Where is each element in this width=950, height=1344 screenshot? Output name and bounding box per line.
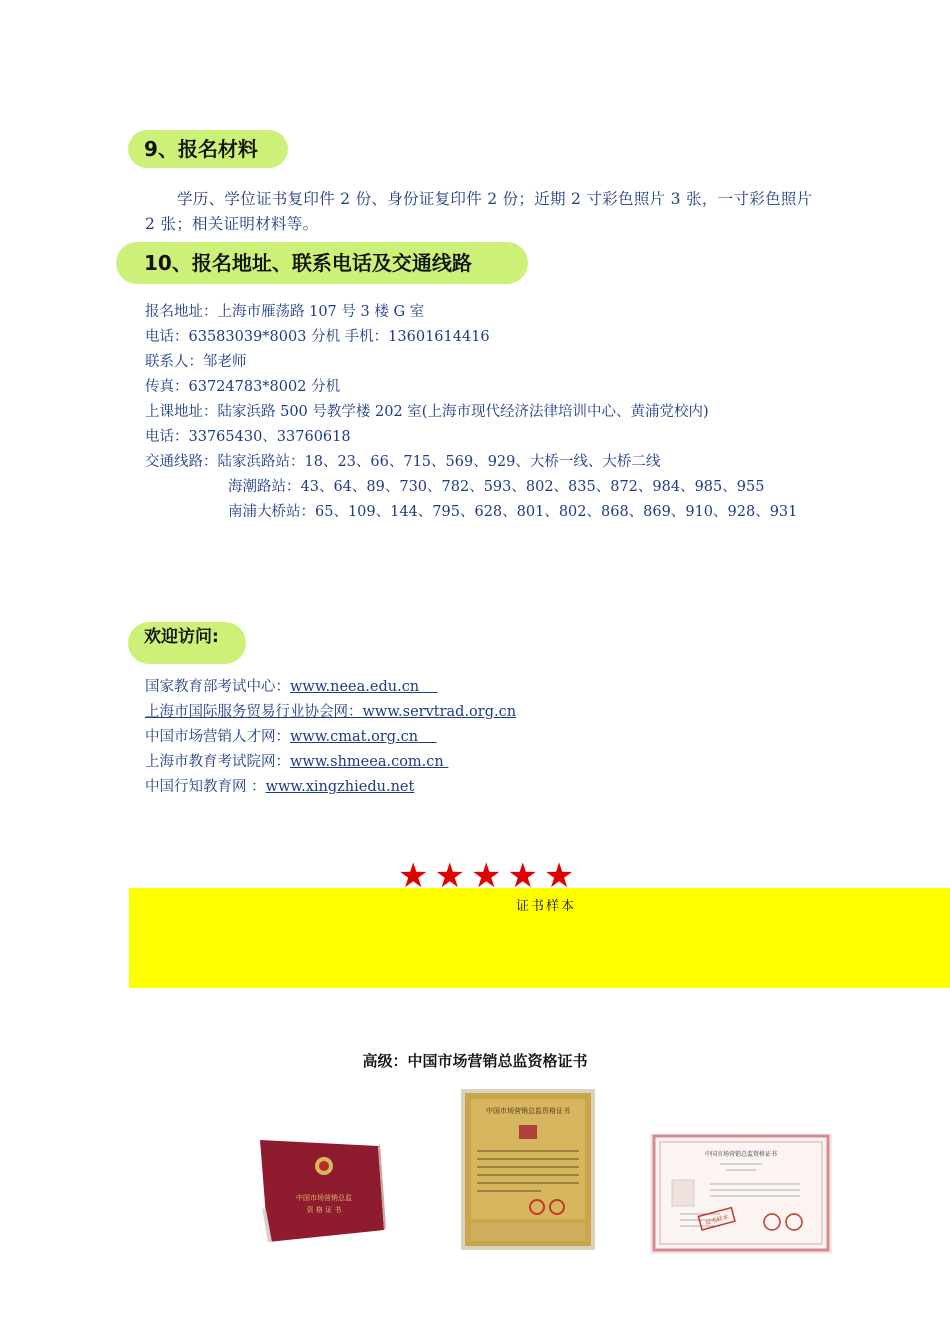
svg-text:资 格 证 书: 资 格 证 书	[306, 1206, 342, 1214]
section-9-heading: 9、报名材料	[128, 130, 288, 168]
link-label: 中国市场营销人才网：	[145, 729, 290, 745]
certificate-framed-photo	[461, 1089, 595, 1250]
svg-text:证书样本: 证书样本	[704, 1213, 730, 1227]
class-address-line: 上课地址：陆家浜路 500 号教学楼 202 室(上海市现代经济法律培训中心、黄浦党校内)	[145, 404, 709, 420]
link-row-cmat	[145, 727, 437, 747]
neea-link[interactable]: www.neea.edu.cn	[290, 679, 420, 695]
link-row-shmeea	[145, 752, 448, 772]
transit-line-3: 南浦大桥站：65、109、144、795、628、801、802、868、869、910、928、931	[228, 504, 798, 520]
section-10-heading: 10、报名地址、联系电话及交通线路	[116, 242, 528, 284]
fax-line: 传真：63724783*8002 分机	[145, 379, 341, 395]
section-9-text: 学历、学位证书复印件 2 份、身份证复印件 2 份；近期 2 寸彩色照片 3 张，一寸彩色照片 2 张；相关证明材料等。	[145, 190, 813, 233]
link-label: 上海市国际服务贸易行业协会网：	[145, 704, 363, 720]
contact-line: 联系人：邹老师	[145, 354, 247, 370]
servtrad-link[interactable]: www.servtrad.org.cn	[362, 704, 517, 720]
certificate-cover-photo	[258, 1138, 386, 1244]
link-label: 中国行知教育网 ：	[145, 779, 266, 795]
stars-decoration: ★★★★★	[398, 856, 581, 896]
cmat-link[interactable]: www.cmat.org.cn	[290, 729, 419, 745]
class-phone-line: 电话：33765430、33760618	[145, 429, 351, 445]
link-row-neea	[145, 677, 438, 697]
phone-line: 电话：63583039*8003 分机 手机：13601614416	[145, 329, 490, 345]
svg-text:中国市场营销总监资格证书: 中国市场营销总监资格证书	[704, 1151, 778, 1158]
address-line: 报名地址：上海市雁荡路 107 号 3 楼 G 室	[145, 304, 425, 320]
certificate-paper-photo	[650, 1134, 832, 1254]
link-row-servtrad	[145, 702, 516, 722]
xingzhi-link[interactable]: www.xingzhiedu.net	[265, 779, 415, 795]
svg-text:中国市场营销总监: 中国市场营销总监	[296, 1194, 352, 1202]
shmeea-link[interactable]: www.shmeea.com.cn	[290, 754, 444, 770]
certificate-caption: 高级：中国市场营销总监资格证书	[362, 1052, 588, 1070]
link-label: 上海市教育考试院网：	[145, 754, 290, 770]
svg-text:中国市场营销总监资格证书: 中国市场营销总监资格证书	[486, 1107, 570, 1115]
link-row-xingzhi	[145, 777, 414, 797]
transit-line-1: 交通线路：陆家浜路站：18、23、66、715、569、929、大桥一线、大桥二线	[145, 454, 661, 470]
welcome-heading: 欢迎访问:	[128, 622, 246, 664]
certificate-sample-label: 证书样本	[516, 899, 577, 914]
transit-line-2: 海潮路站：43、64、89、730、782、593、802、835、872、984、985、955	[228, 479, 765, 495]
link-label: 国家教育部考试中心：	[145, 679, 290, 695]
